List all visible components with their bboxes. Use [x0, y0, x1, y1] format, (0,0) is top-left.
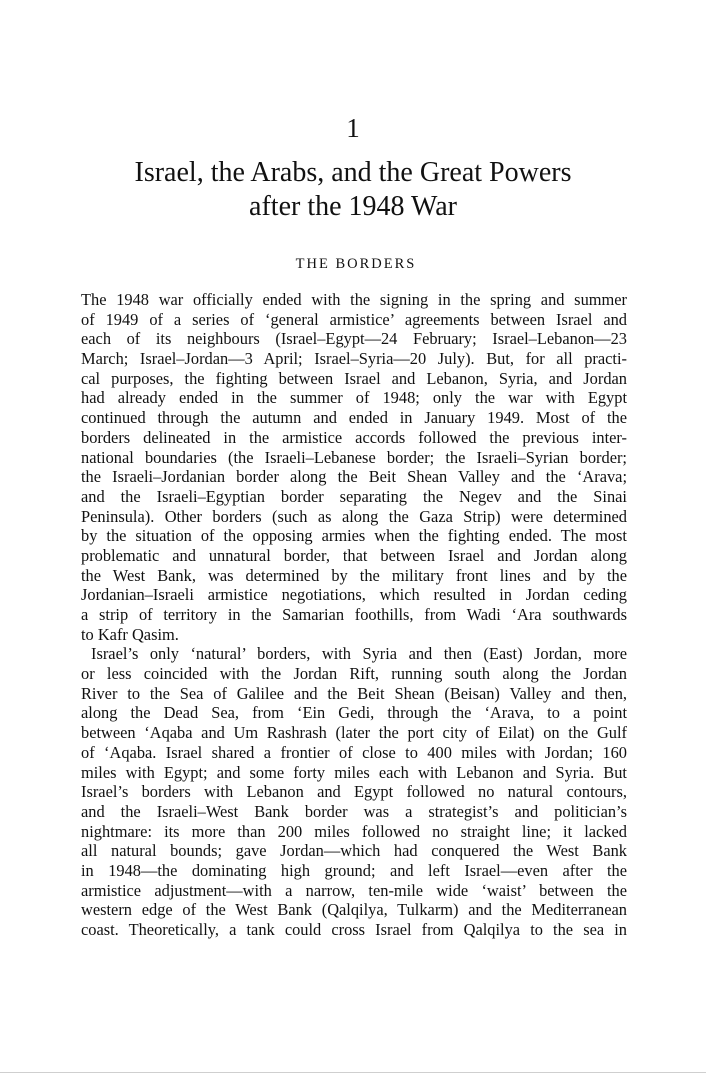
- text-line: coast. Theoretically, a tank could cross Israel from Qalqilya to the sea in: [81, 920, 627, 939]
- text-line: cal purposes, the fighting between Israel and Lebanon, Syria, and Jordan: [81, 368, 627, 388]
- text-line: nightmare: its more than 200 miles followed no straight line; it lacked: [81, 821, 627, 841]
- text-line: along the Dead Sea, from ‘Ein Gedi, through the ‘Arava, to a point: [81, 703, 627, 723]
- chapter-title: [40, 156, 666, 224]
- text-line: to Kafr Qasim.: [81, 624, 179, 644]
- text-line: the Israeli–Jordanian border along the Beit Shean Valley and the ‘Arava;: [81, 467, 627, 487]
- chapter-title-line-1: Israel, the Arabs, and the Great Powers: [134, 157, 572, 188]
- text-line: the West Bank, was determined by the military front lines and by the: [81, 565, 627, 585]
- text-line: western edge of the West Bank (Qalqilya, Tulkarm) and the Mediterranean: [81, 900, 627, 920]
- text-line: Jordanian–Israeli armistice negotiations, which resulted in Jordan ceding: [81, 585, 627, 605]
- text-line: March; Israel–Jordan—3 April; Israel–Syria—20 July). But, for all practi-: [81, 349, 627, 369]
- text-line: had already ended in the summer of 1948; only the war with Egypt: [81, 388, 627, 408]
- section-heading: THE BORDERS: [295, 256, 417, 272]
- text-line: borders delineated in the armistice accords followed the previous inter-: [81, 427, 627, 447]
- chapter-number: 1: [346, 113, 360, 143]
- text-line: continued through the autumn and ended in January 1949. Most of the: [81, 408, 627, 428]
- text-line: and the Israeli–West Bank border was a strategist’s and politician’s: [81, 801, 627, 821]
- text-line: in 1948—the dominating high ground; and left Israel—even after the: [81, 860, 627, 880]
- text-line: all natural bounds; gave Jordan—which had conquered the West Bank: [81, 841, 627, 861]
- text-line: of ‘Aqaba. Israel shared a frontier of close to 400 miles with Jordan; 160: [81, 742, 627, 762]
- page-bottom-edge: [0, 1072, 706, 1073]
- text-line: between ‘Aqaba and Um Rashrash (later the port city of Eilat) on the Gulf: [81, 723, 627, 743]
- text-line: and the Israeli–Egyptian border separating the Negev and the Sinai: [81, 486, 627, 506]
- text-line: of 1949 of a series of ‘general armistice’ agreements between Israel and: [81, 309, 627, 329]
- text-line: a strip of territory in the Samarian foothills, from Wadi ‘Ara southwards: [81, 605, 627, 624]
- text-line: armistice adjustment—with a narrow, ten-mile wide ‘waist’ between the: [81, 880, 627, 900]
- text-line: miles with Egypt; and some forty miles each with Lebanon and Syria. But: [81, 762, 627, 782]
- body-text: [81, 290, 627, 940]
- text-line: River to the Sea of Galilee and the Beit Shean (Beisan) Valley and then,: [81, 683, 627, 703]
- text-line: or less coincided with the Jordan Rift, running south along the Jordan: [81, 664, 627, 684]
- chapter-title-line-2: after the 1948 War: [249, 191, 457, 222]
- text-line: each of its neighbours (Israel–Egypt—24 February; Israel–Lebanon—23: [81, 329, 627, 349]
- text-line: national boundaries (the Israeli–Lebanese border; the Israeli–Syrian border;: [81, 447, 627, 467]
- text-line: Peninsula). Other borders (such as along the Gaza Strip) were determined: [81, 506, 627, 526]
- text-line: The 1948 war officially ended with the signing in the spring and summer: [81, 290, 627, 309]
- text-line: Israel’s borders with Lebanon and Egypt followed no natural contours,: [81, 782, 627, 802]
- text-line: by the situation of the opposing armies when the fighting ended. The most: [81, 526, 627, 546]
- text-line: Israel’s only ‘natural’ borders, with Syria and then (East) Jordan, more: [91, 644, 627, 664]
- text-line: problematic and unnatural border, that between Israel and Jordan along: [81, 545, 627, 565]
